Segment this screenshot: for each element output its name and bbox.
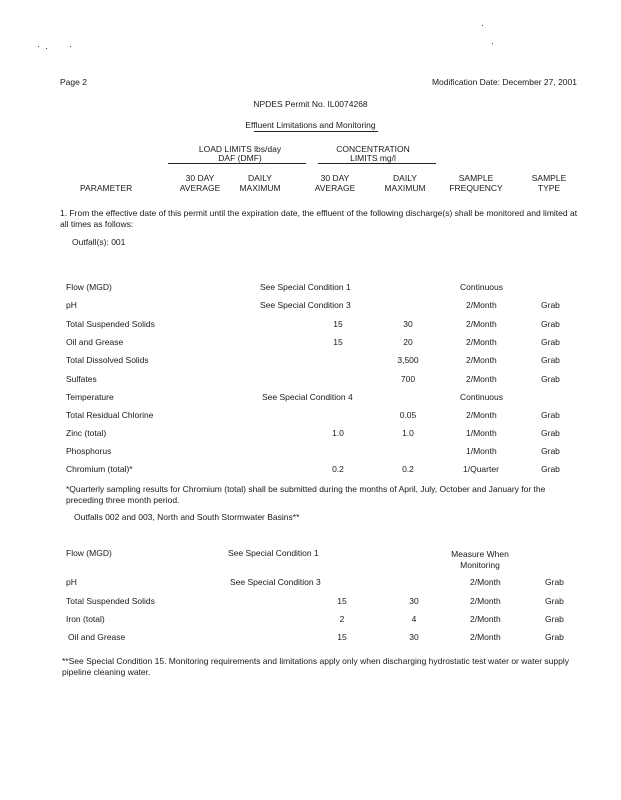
table-row-type: Grab xyxy=(541,374,560,384)
concentration-subheader: LIMITS mg/l xyxy=(350,153,396,163)
parameter-col-header: PARAMETER xyxy=(80,183,133,193)
table-row-type: Grab xyxy=(541,410,560,420)
table-row-cdaily: 4 xyxy=(411,614,417,624)
sample-type-col-header: SAMPLE TYPE xyxy=(531,173,567,193)
load-30day-col-header: 30 DAY AVERAGE xyxy=(179,173,221,193)
table-row-type: Grab xyxy=(541,319,560,329)
table-row-type: Grab xyxy=(541,355,560,365)
table-row-parameter: Zinc (total) xyxy=(66,428,107,438)
table-row-parameter: Oil and Grease xyxy=(68,632,126,642)
table-row-parameter: Sulfates xyxy=(66,374,97,384)
table-row-note: See Special Condition 1 xyxy=(228,548,319,558)
page-number: Page 2 xyxy=(60,77,87,87)
table-row-parameter: Iron (total) xyxy=(66,614,105,624)
table-row-c30: 2 xyxy=(339,614,345,624)
table-row-type: Grab xyxy=(541,300,560,310)
table-row-frequency: 2/Month xyxy=(466,410,497,420)
chromium-footnote: *Quarterly sampling results for Chromium (total) shall be submitted during the months of April, July, October and January for the preceding three month period. xyxy=(66,484,546,505)
load-limits-rule xyxy=(168,163,306,164)
scan-speck xyxy=(38,46,39,47)
table-row-frequency: 2/Month xyxy=(466,374,497,384)
table-row-parameter: pH xyxy=(66,577,77,587)
load-daily-col-header: DAILY MAXIMUM xyxy=(239,173,281,193)
table-row-parameter: Total Residual Chlorine xyxy=(66,410,154,420)
conc-daily-col-header: DAILY MAXIMUM xyxy=(384,173,426,193)
table-row-parameter: Flow (MGD) xyxy=(66,282,112,292)
scan-speck xyxy=(70,46,71,47)
load-limits-header: LOAD LIMITS lbs/day xyxy=(198,144,282,154)
scan-speck xyxy=(482,25,483,26)
table-row-c30: 15 xyxy=(337,632,347,642)
table-row-frequency: Continuous xyxy=(460,282,504,292)
table-row-parameter: Total Suspended Solids xyxy=(66,596,155,606)
table-row-frequency: 2/Month xyxy=(470,632,501,642)
section-title-underline xyxy=(254,131,378,132)
table-row-parameter: Total Dissolved Solids xyxy=(66,355,149,365)
table-row-parameter: pH xyxy=(66,300,77,310)
concentration-rule xyxy=(318,163,436,164)
scan-speck xyxy=(46,48,47,49)
section-title: Effluent Limitations and Monitoring xyxy=(245,120,376,130)
sample-frequency-col-header: SAMPLE FREQUENCY xyxy=(449,173,503,193)
table-row-c30: 15 xyxy=(333,319,343,329)
table-row-note: See Special Condition 1 xyxy=(260,282,351,292)
scan-speck xyxy=(492,43,493,44)
table-row-note: See Special Condition 4 xyxy=(262,392,353,402)
table-row-frequency: 1/Month xyxy=(466,446,497,456)
table-row-frequency: 1/Quarter xyxy=(463,464,499,474)
table-row-type: Grab xyxy=(545,614,564,624)
table-row-frequency: 2/Month xyxy=(470,614,501,624)
table-row-type: Grab xyxy=(545,577,564,587)
table-row-frequency: 2/Month xyxy=(466,337,497,347)
permit-title: NPDES Permit No. IL0074268 xyxy=(253,99,368,109)
table-row-cdaily: 0.2 xyxy=(402,464,414,474)
table-row-frequency: 2/Month xyxy=(470,577,501,587)
table-row-type: Grab xyxy=(541,446,560,456)
table-row-frequency: 1/Month xyxy=(466,428,497,438)
table-row-frequency: 2/Month xyxy=(466,300,497,310)
table-row-c30: 15 xyxy=(337,596,347,606)
table-row-c30: 15 xyxy=(333,337,343,347)
table-row-frequency: Continuous xyxy=(460,392,504,402)
table-row-c30: 0.2 xyxy=(332,464,344,474)
intro-paragraph: 1. From the effective date of this permit until the expiration date, the effluent of the following discharge(s) shall be monitored and limited at all times as follows: xyxy=(60,208,578,229)
outfall-002-003-label: Outfalls 002 and 003, North and South Stormwater Basins** xyxy=(74,512,300,522)
table-row-parameter: Temperature xyxy=(66,392,114,402)
table-row-type: Grab xyxy=(541,464,560,474)
stormwater-footnote: **See Special Condition 15. Monitoring requirements and limitations apply only when discharging hydrostatic test water or water supply pipeline cleaning water. xyxy=(62,656,569,677)
table-row-frequency: 2/Month xyxy=(470,596,501,606)
table-row-type: Grab xyxy=(545,596,564,606)
table-row-frequency: 2/Month xyxy=(466,355,497,365)
table-row-type: Grab xyxy=(545,632,564,642)
concentration-header: CONCENTRATION xyxy=(336,144,410,154)
table-row-parameter: Oil and Grease xyxy=(66,337,124,347)
table-row-cdaily: 3,500 xyxy=(397,355,419,365)
table-row-cdaily: 20 xyxy=(403,337,413,347)
table-row-cdaily: 30 xyxy=(403,319,413,329)
table-row-frequency: 2/Month xyxy=(466,319,497,329)
table-row-c30: 1.0 xyxy=(332,428,344,438)
table-row-parameter: Flow (MGD) xyxy=(66,548,112,558)
table-row-cdaily: 30 xyxy=(409,596,419,606)
table-row-parameter: Chromium (total)* xyxy=(66,464,133,474)
table-row-note: See Special Condition 3 xyxy=(230,577,321,587)
table-row-cdaily: 1.0 xyxy=(402,428,414,438)
table-row-parameter: Phosphorus xyxy=(66,446,112,456)
table-row-frequency: Measure When Monitoring xyxy=(451,549,509,570)
table-row-parameter: Total Suspended Solids xyxy=(66,319,155,329)
conc-30day-col-header: 30 DAY AVERAGE xyxy=(314,173,356,193)
table-row-type: Grab xyxy=(541,337,560,347)
table-row-note: See Special Condition 3 xyxy=(260,300,351,310)
outfall-001-label: Outfall(s): 001 xyxy=(72,237,126,247)
table-row-cdaily: 700 xyxy=(400,374,416,384)
table-row-cdaily: 30 xyxy=(409,632,419,642)
load-limits-subheader: DAF (DMF) xyxy=(218,153,262,163)
table-row-cdaily: 0.05 xyxy=(399,410,417,420)
modification-date: Modification Date: December 27, 2001 xyxy=(431,77,577,87)
table-row-type: Grab xyxy=(541,428,560,438)
